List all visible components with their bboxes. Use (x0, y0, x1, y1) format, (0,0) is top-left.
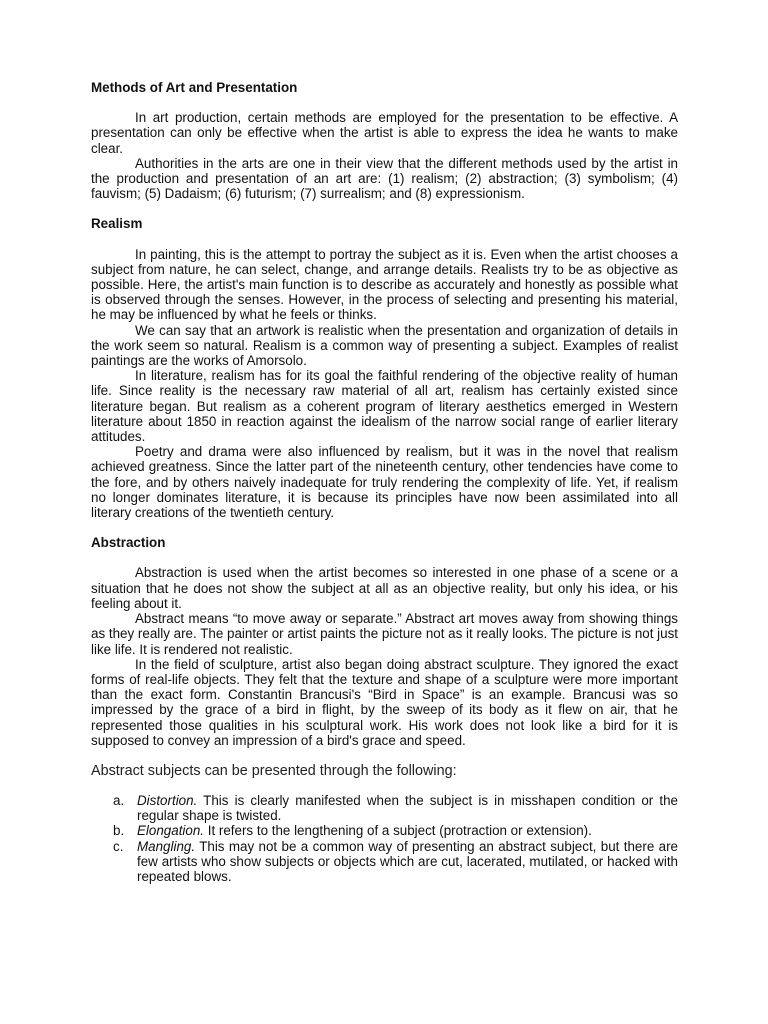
list-term: Mangling. (137, 838, 196, 854)
intro-paragraph-1: In art production, certain methods are employed for the presentation to be effective. A presentation can only be effective when the artist is able to express the idea he wants to make clear. (91, 110, 678, 156)
abstraction-paragraph-3: In the field of sculpture, artist also began doing abstract sculpture. They ignored the exact forms of real-life objects. They felt that the texture and shape of a sculpture were more important than the exact form. Constantin Brancusi's “Bird in Space” is an example. Brancusi was so impressed by the grace of a bird in flight, by the sweep of its body as it flew on air, that he represented those qualities in his sculptural work. His work does not look like a bird for it is supposed to convey an impression of a bird's grace and speed. (91, 656, 678, 748)
realism-heading: Realism (91, 216, 143, 232)
realism-paragraph-1: In painting, this is the attempt to portray the subject as it is. Even when the artist chooses a subject from nature, he can select, change, and arrange details. Realists try to be as objective as possible. Here, the artist's main function is to describe as accurately and honestly as possible what is observed through the senses. However, in the process of selecting and presenting his material, he may be influenced by what he feels or thinks. (91, 246, 678, 323)
abstraction-heading: Abstraction (91, 535, 166, 551)
list-marker: a. (113, 792, 125, 808)
page-title: Methods of Art and Presentation (91, 80, 298, 95)
list-item (113, 838, 678, 885)
list-marker: b. (113, 823, 125, 839)
list-marker: c. (113, 838, 124, 854)
list-term: Distortion. (137, 792, 198, 808)
realism-paragraph-4: Poetry and drama were also influenced by realism, but it was in the novel that realism achieved greatness. Since the latter part of the nineteenth century, other tendencies have come to the fore, and by others naively inadequate for truly rendering the complexity of life. Yet, if realism no longer dominates literature, it is because its principles have now been assimilated into all literary creations of the twentieth century. (91, 444, 678, 521)
abstraction-paragraph-2: Abstract means “to move away or separate.” Abstract art moves away from showing things as they really are. The painter or artist paints the picture not as it really looks. The picture is not just like life. It is rendered not realistic. (91, 611, 678, 657)
abstract-subjects-intro: Abstract subjects can be presented through the following: (91, 762, 457, 779)
abstraction-paragraph-1: Abstraction is used when the artist becomes so interested in one phase of a scene or a situation that he does not show the subject at all as an objective reality, but only his idea, or his feeling about it. (91, 565, 678, 611)
list-term: Elongation. (137, 823, 205, 839)
intro-paragraph-2: Authorities in the arts are one in their view that the different methods used by the artist in the production and presentation of an art are: (1) realism; (2) abstraction; (3) symbolism; (4) fauvism; (5) Dadaism; (6) futurism; (7) surrealism; and (8) expressionism. (91, 155, 678, 202)
list-text: This may not be a common way of presenting an abstract subject, but there are few artists who show subjects or objects which are cut, lacerated, mutilated, or hacked with repeated blows. (137, 838, 678, 884)
realism-paragraph-3: In literature, realism has for its goal the faithful rendering of the objective reality of human life. Since reality is the necessary raw material of all art, realism has certainly existed since literature began. But realism as a coherent program of literary aesthetics emerged in Western literature about 1850 in reaction against the idealism of the narrow social range of earlier literary attitudes. (91, 368, 678, 445)
list-item (113, 823, 678, 839)
list-text: This is clearly manifested when the subject is in misshapen condition or the regular shape is twisted. (137, 792, 678, 824)
abstract-methods-list (91, 793, 678, 884)
list-text: It refers to the lengthening of a subject (protraction or extension). (204, 823, 592, 839)
list-item (113, 792, 678, 824)
realism-paragraph-2: We can say that an artwork is realistic when the presentation and organization of details in the work seem so natural. Realism is a common way of presenting a subject. Examples of realist paintings are the works of Amorsolo. (91, 322, 678, 369)
